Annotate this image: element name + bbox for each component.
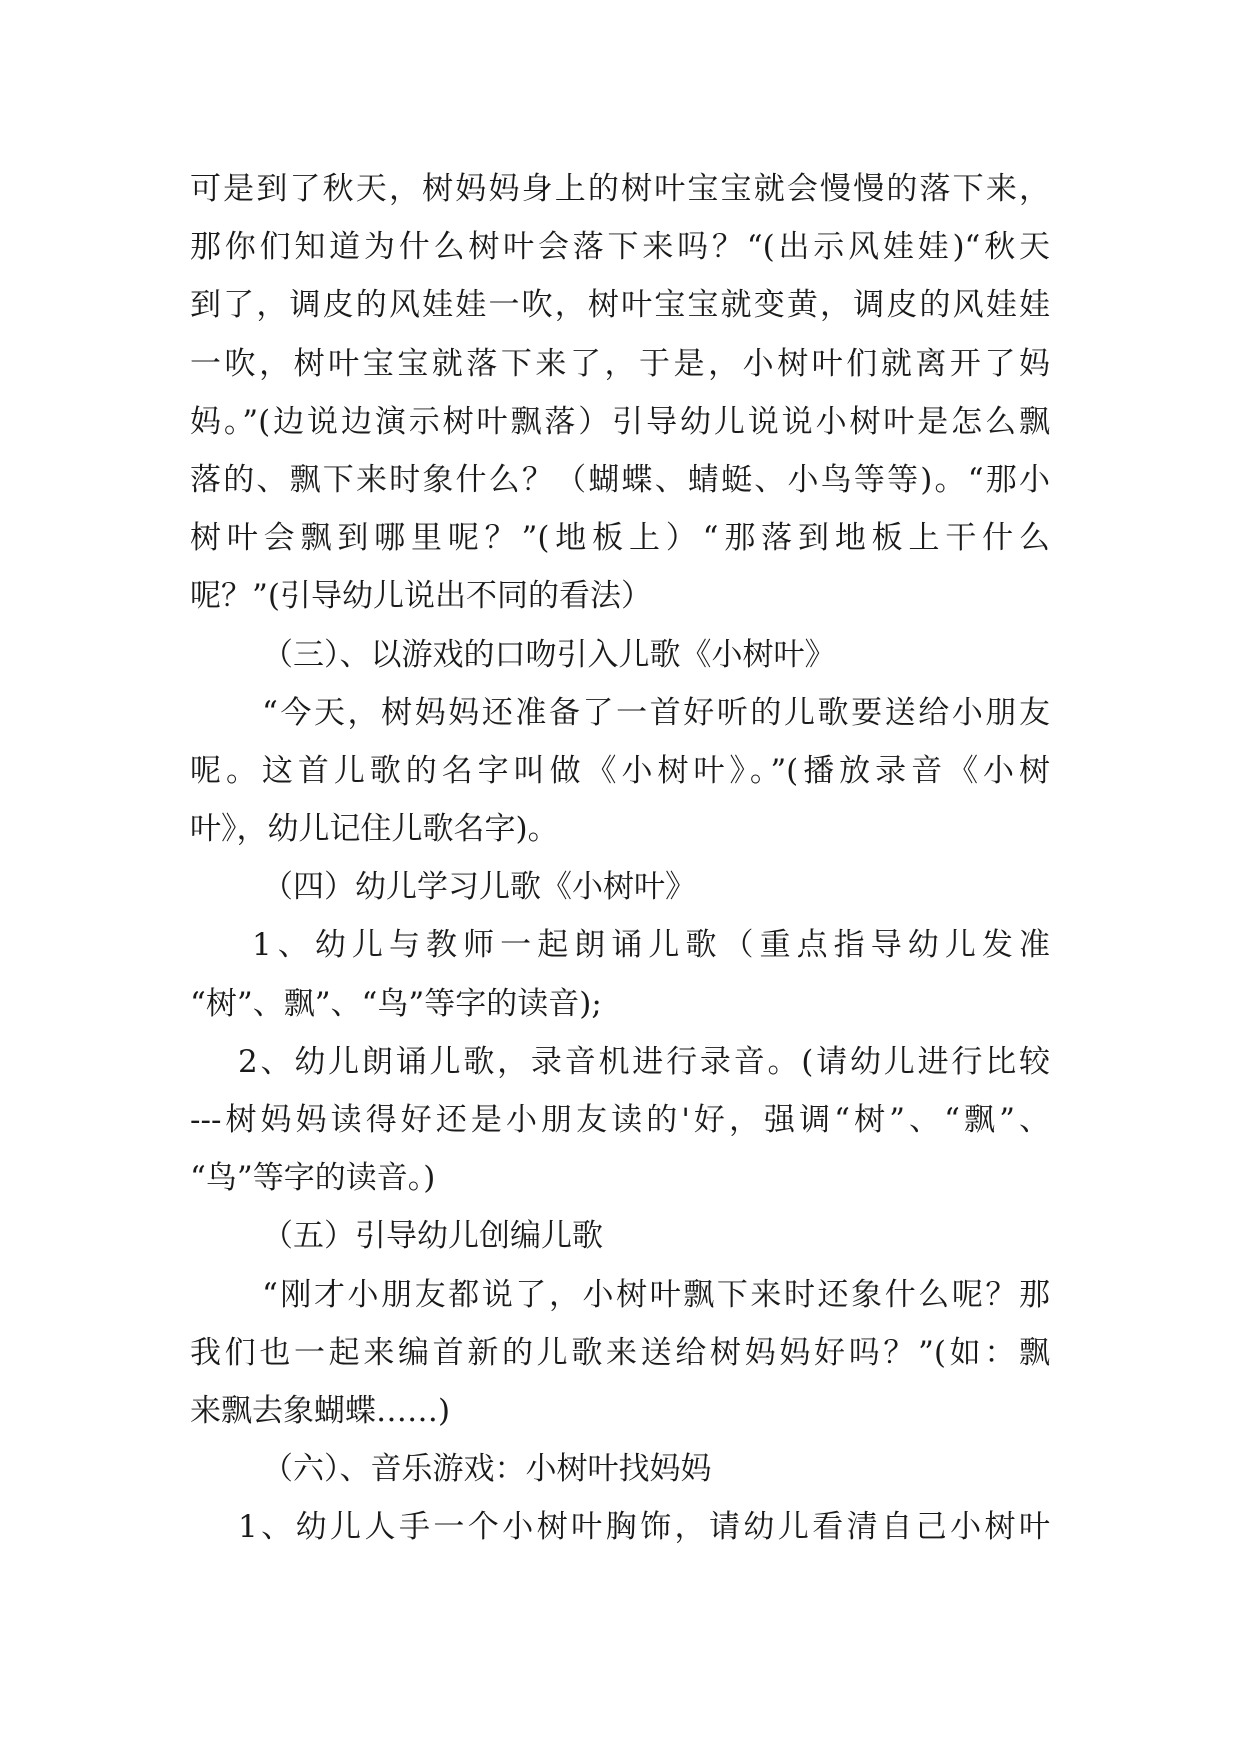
text-line: 来飘去象蝴蝶……)	[190, 1392, 451, 1429]
text-line: ---树妈妈读得好还是小朋友读的'好，强调“树”、“飘”、	[190, 1102, 1050, 1138]
text-line: 1、幼儿人手一个小树叶胸饰，请幼儿看清自己小树叶	[238, 1509, 1050, 1546]
text-line: 可是到了秋天，树妈妈身上的树叶宝宝就会慢慢的落下来，	[190, 171, 1050, 207]
text-line: 呢。这首儿歌的名字叫做《小树叶》。”(播放录音《小树	[190, 752, 1050, 789]
text-line: 树叶会飘到哪里呢？”(地板上）“那落到地板上干什么	[190, 520, 1050, 557]
text-line: “刚才小朋友都说了，小树叶飘下来时还象什么呢？那	[262, 1276, 1050, 1313]
text-line: （六）、音乐游戏：小树叶找妈妈	[262, 1451, 712, 1488]
text-line: 呢？”(引导幼儿说出不同的看法）	[190, 578, 652, 615]
text-line: （四）幼儿学习儿歌《小树叶》	[262, 869, 696, 906]
text-line: 我们也一起来编首新的儿歌来送给树妈妈好吗？”(如：飘	[190, 1334, 1050, 1371]
text-line: “树”、飘”、“鸟”等字的读音);	[190, 985, 602, 1022]
text-line: 2、幼儿朗诵儿歌，录音机进行录音。(请幼儿进行比较	[238, 1043, 1050, 1080]
text-line: “今天，树妈妈还准备了一首好听的儿歌要送给小朋友	[262, 694, 1050, 731]
text-line: 妈。”(边说边演示树叶飘落）引导幼儿说说小树叶是怎么飘	[190, 403, 1050, 440]
text-line: 落的、飘下来时象什么？（蝴蝶、蜻蜓、小鸟等等)。“那小	[190, 461, 1050, 498]
text-line: 那你们知道为什么树叶会落下来吗？“(出示风娃娃)“秋天	[190, 229, 1050, 266]
text-line: 一吹，树叶宝宝就落下来了，于是，小树叶们就离开了妈	[190, 345, 1050, 382]
text-line: 1、幼儿与教师一起朗诵儿歌（重点指导幼儿发准	[252, 927, 1050, 964]
text-line: “鸟”等字的读音。)	[190, 1160, 436, 1197]
document-body	[190, 160, 1050, 1557]
text-line: 到了，调皮的风娃娃一吹，树叶宝宝就变黄，调皮的风娃娃	[190, 287, 1050, 324]
text-line: （五）引导幼儿创编儿歌	[262, 1218, 603, 1255]
text-line: 叶》，幼儿记住儿歌名字)。	[190, 811, 559, 848]
text-line: （三）、以游戏的口吻引入儿歌《小树叶》	[262, 636, 836, 673]
